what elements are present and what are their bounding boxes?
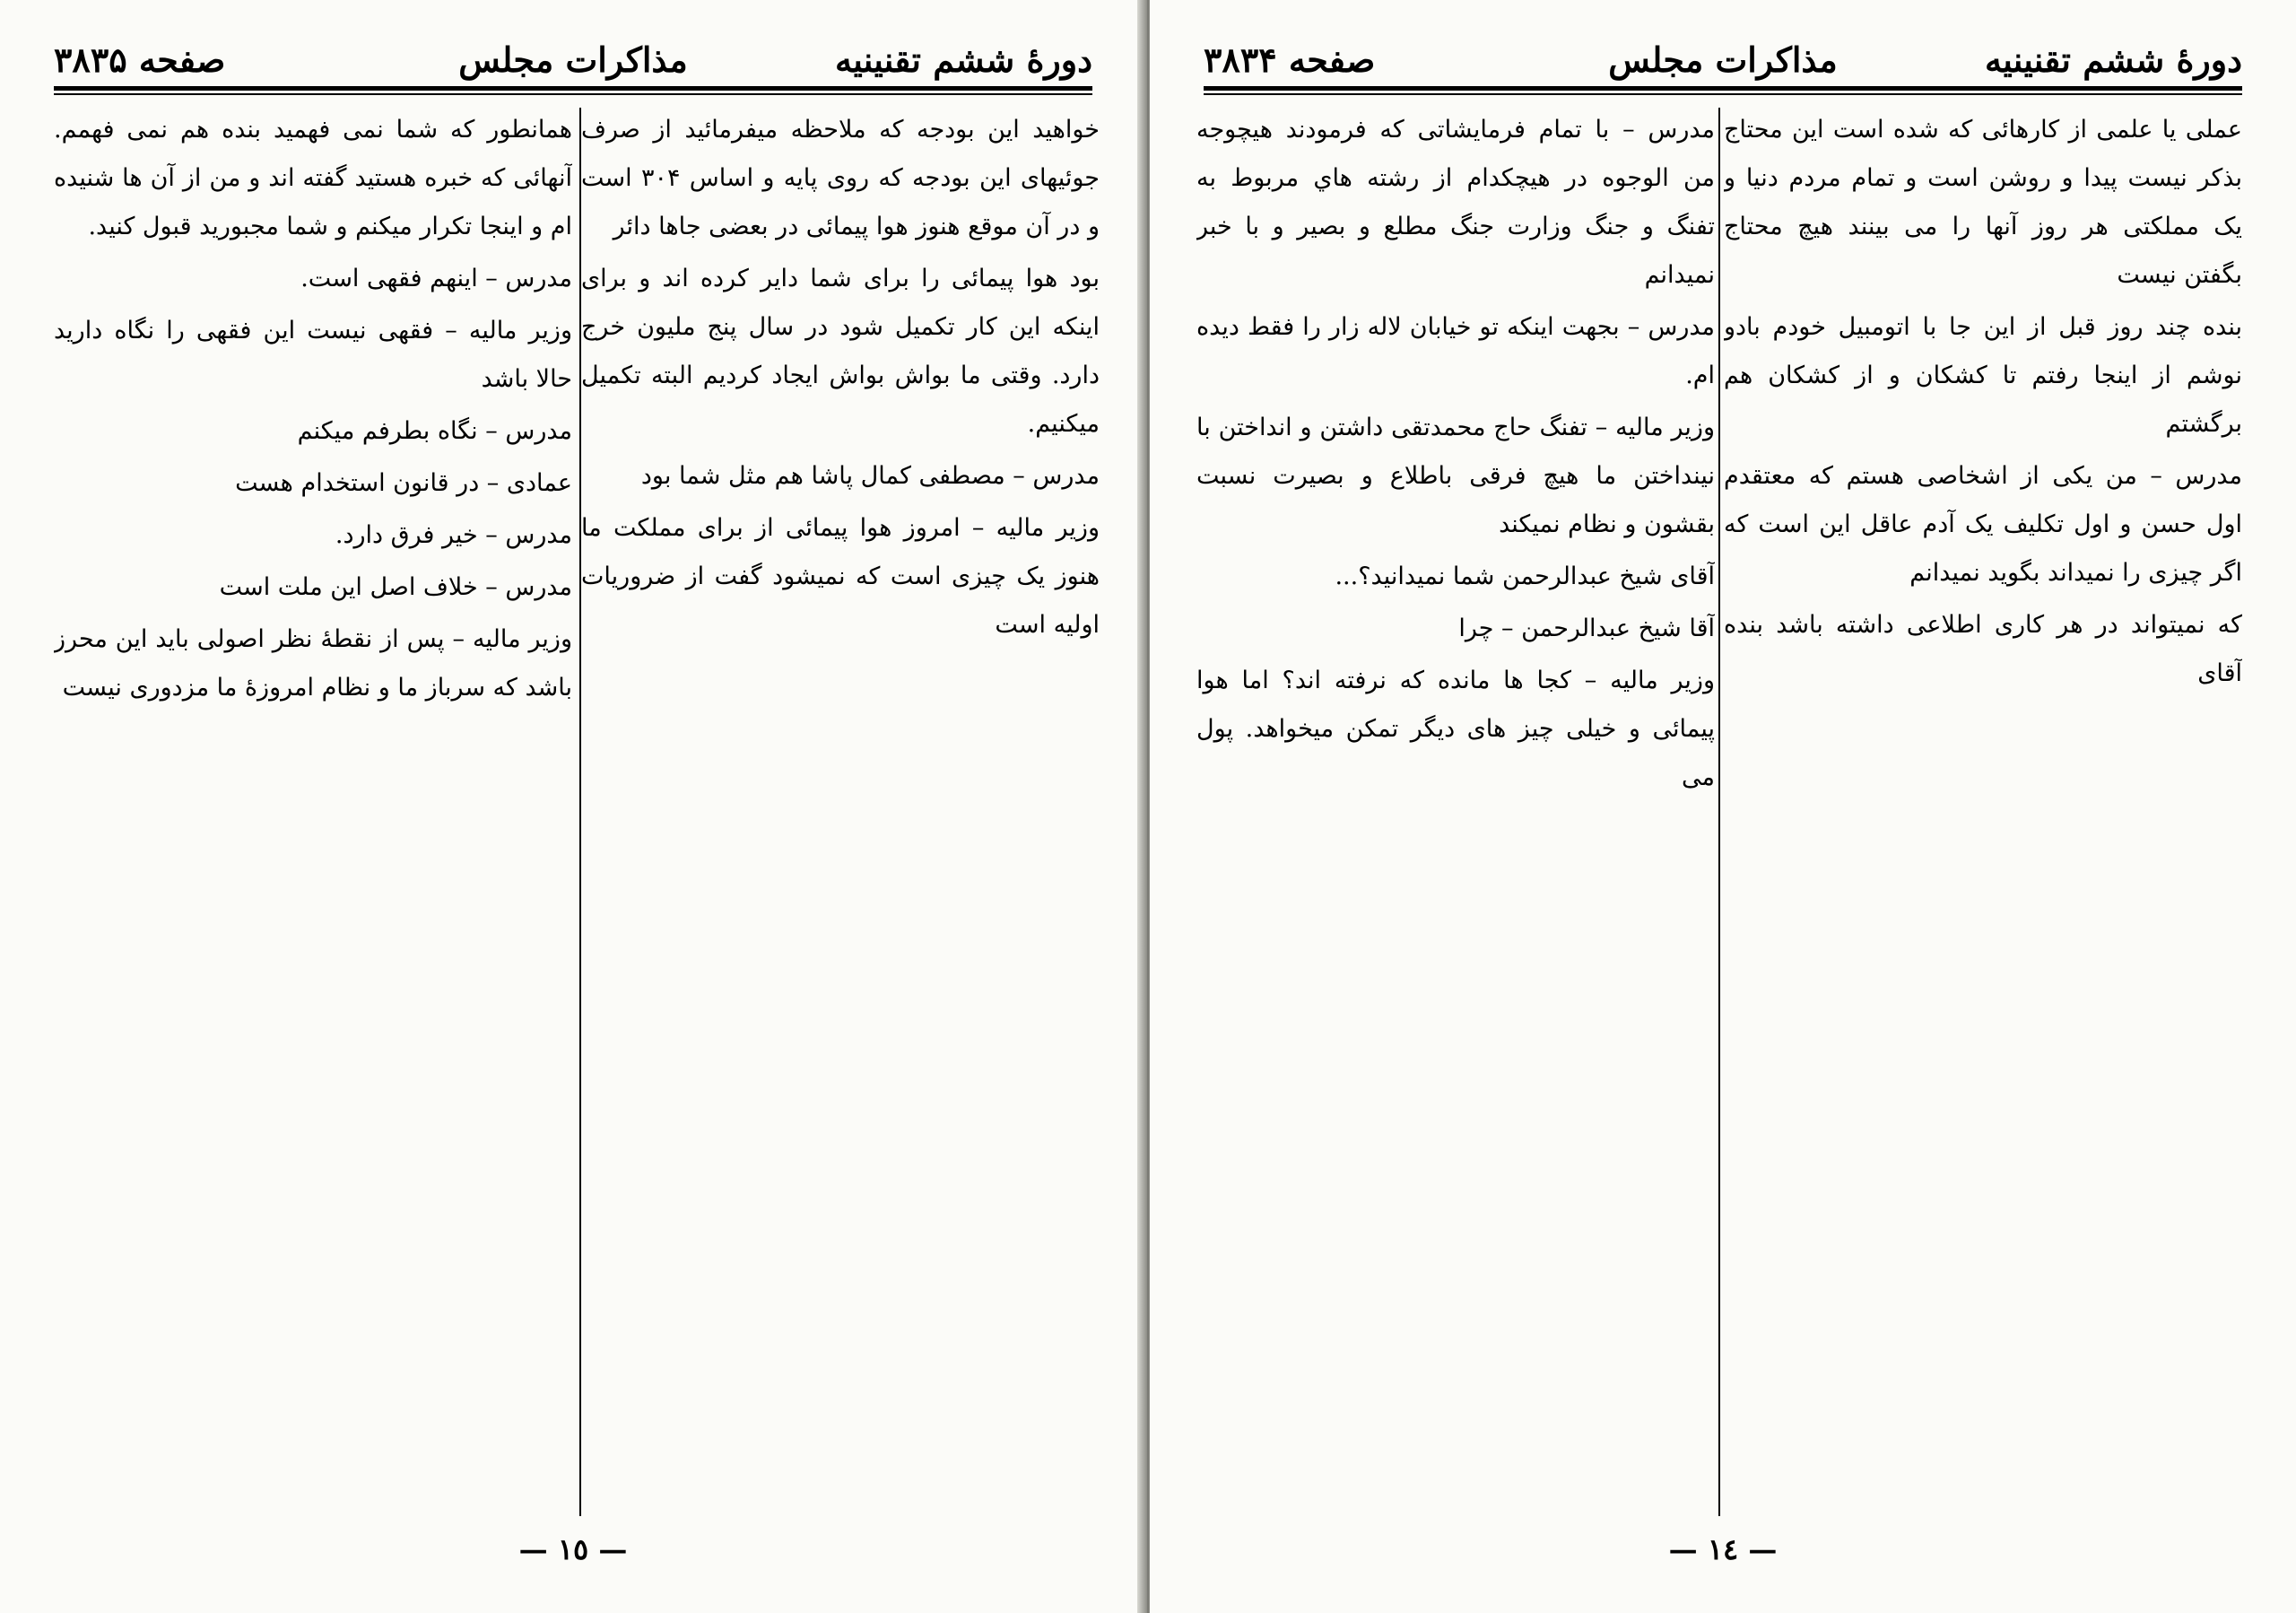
paragraph: مدرس – اینهم فقهی است. xyxy=(300,265,572,292)
paragraph: بنده چند روز قبل از این جا با اتومبیل خودم بادو نوشم از اینجا رفتم تا کشکان و از کشکان هم برگشتم xyxy=(1724,313,2242,438)
left-page-header-page-number: صفحه ۳۸۳۵ xyxy=(54,39,226,80)
paragraph: وزیر مالیه – پس از نقطهٔ نظر اصولی باید این محرز باشد که سرباز ما و نظام امروزهٔ ما مزدوری نیست xyxy=(54,625,572,702)
left-page-header-rule xyxy=(54,86,1092,95)
left-page-header xyxy=(54,39,1092,83)
paragraph: همانطور که شما نمی فهمید بنده هم نمی فهمم. آنهائی که خبره هستید گفته اند و من از آن ها شنیده ام و اینجا تکرار میکنم و شما مجبورید قبول کنید. xyxy=(54,116,572,240)
left-page-header-title: مذاکرات مجلس xyxy=(458,39,688,80)
right-page-column-divider xyxy=(1718,108,1720,1516)
left-page-left-column xyxy=(54,106,572,1516)
right-page-header-period: دورهٔ ششم تقنینیه xyxy=(1984,39,2242,80)
paragraph: وزیر مالیه – تفنگ حاج محمدتقی داشتن و انداختن با نینداختن ما هیچ فرقی باطلاع و بصیرت نسبت بقشون و نظام نمیکند xyxy=(1196,414,1715,538)
right-page-header xyxy=(1204,39,2242,83)
paragraph: مدرس – مصطفی کمال پاشا هم مثل شما بود xyxy=(640,462,1100,490)
paragraph: مدرس – بجهت اینکه تو خیابان لاله زار را فقط دیده ام. xyxy=(1196,313,1715,389)
right-page-footer-number: — ١٤ — xyxy=(1668,1532,1778,1566)
left-page-header-period: دورهٔ ششم تقنینیه xyxy=(834,39,1092,80)
paragraph: آقا شیخ عبدالرحمن – چرا xyxy=(1458,615,1715,642)
right-page-header-page-number: صفحه ۳۸۳۴ xyxy=(1204,39,1376,80)
paragraph: وزیر مالیه – کجا ها مانده که نرفته اند؟ اما هوا پیمائی و خیلی چیز های دیگر تمکن میخواهد. پول می xyxy=(1196,667,1715,791)
right-page-right-column xyxy=(1724,106,2242,1516)
paragraph: عمادی – در قانون استخدام هست xyxy=(235,469,572,497)
right-page-header-rule xyxy=(1204,86,2242,95)
paragraph: وزیر مالیه – فقهی نیست این فقهی را نگاه دارید حالا باشد xyxy=(54,317,572,393)
paragraph: که نمیتواند در هر کاری اطلاعی داشته باشد بنده آقای xyxy=(1724,611,2242,687)
paragraph: آقای شیخ عبدالرحمن شما نمیدانید؟... xyxy=(1335,562,1715,590)
paragraph: مدرس – نگاه بطرفم میکنم xyxy=(297,417,572,445)
paragraph: وزیر مالیه – امروز هوا پیمائی از برای مملکت ما هنوز یک چیزی است که نمیشود گفت از ضروریات اولیه است xyxy=(581,514,1100,639)
paragraph: عملی یا علمی از کارهائی که شده است این محتاج بذکر نیست پیدا و روشن است و تمام مردم دنیا و یک مملکتی هر روز آنها را می بینند هیچ محتاج بگفتن نیست xyxy=(1724,116,2242,289)
paragraph: مدرس – خیر فرق دارد. xyxy=(335,521,572,549)
right-page xyxy=(1150,0,2296,1613)
paragraph: خواهید این بودجه که ملاحظه میفرمائید از صرف جوئیهای این بودجه که روی پایه و اساس ۳۰۴ است و در آن موقع هنوز هوا پیمائی در بعضی جاها دائر xyxy=(581,116,1100,240)
right-page-header-title: مذاکرات مجلس xyxy=(1608,39,1838,80)
right-page-left-column xyxy=(1196,106,1715,1516)
left-page-right-column xyxy=(581,106,1100,1516)
paragraph: مدرس – من یکی از اشخاصی هستم که معتقدم اول حسن و اول تکلیف یک آدم عاقل این است که اگر چیزی را نمیداند بگوید نمیدانم xyxy=(1724,462,2242,587)
left-page-footer-number: — ١٥ — xyxy=(518,1532,628,1566)
left-page xyxy=(0,0,1146,1613)
paragraph: مدرس – با تمام فرمایشاتی که فرمودند هیچوجه من الوجوه در هیچکدام از رشته هاي مربوط به تفنگ و جنگ وزارت جنگ مطلع و بصیر و با خبر نمیدانم xyxy=(1196,116,1715,289)
paragraph: مدرس – خلاف اصل این ملت است xyxy=(219,573,572,601)
paragraph: بود هوا پیمائی را برای شما دایر کرده اند و برای اینکه این کار تکمیل شود در سال پنج ملیون خرج دارد. وقتی ما بواش بواش ایجاد کردیم البته تکمیل میکنیم. xyxy=(581,265,1100,438)
